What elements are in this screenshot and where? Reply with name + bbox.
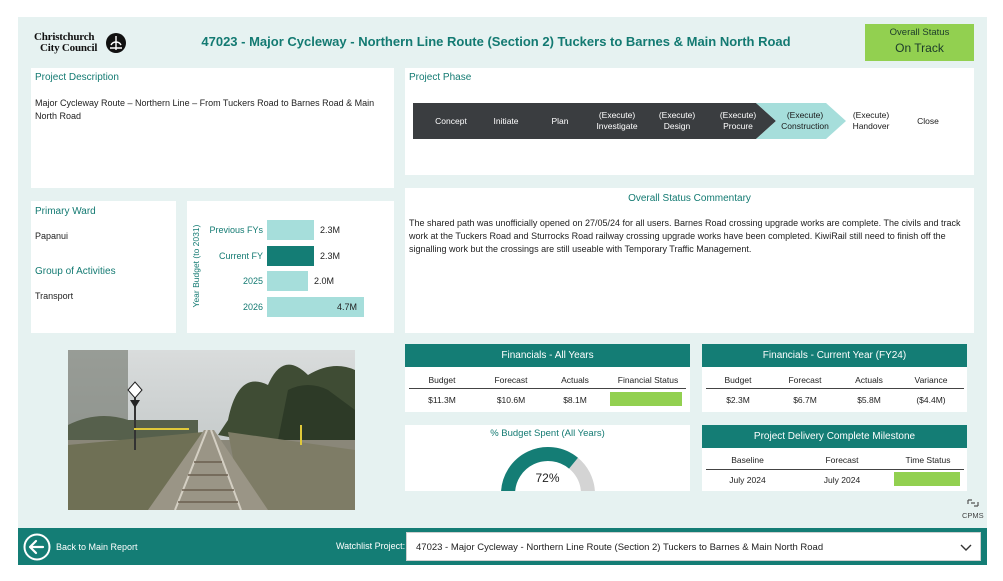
bar-value-label: 4.7M <box>337 302 358 312</box>
bar-label: 2026 <box>242 302 263 312</box>
phase-initiate <box>480 103 532 139</box>
fin-cur-variance: ($4.4M) <box>916 395 946 405</box>
watchlist-project-value: 47023 - Major Cycleway - Northern Line Route (Section 2) Tuckers to Barnes & Main North Road <box>416 542 824 553</box>
budget-chart-ylabel: Year Budget (to 2031) <box>191 224 201 308</box>
council-logo <box>34 31 129 56</box>
fin-cur-forecast: $6.7M <box>793 395 817 405</box>
link-icon <box>966 497 980 509</box>
overall-status-badge <box>865 24 974 61</box>
phase-close-label: Close <box>917 115 939 126</box>
bar-label: Current FY <box>218 251 263 261</box>
railway-photo <box>68 350 355 510</box>
fin-all-header-budget: Budget <box>428 375 456 385</box>
phase-design <box>649 103 705 139</box>
fin-cur-divider <box>706 388 964 389</box>
primary-ward-value: Papanui <box>35 231 69 241</box>
cpms-link[interactable] <box>962 497 984 523</box>
phase-procure-label2: Procure <box>723 121 753 131</box>
financials-current-title: Financials - Current Year (FY24) <box>702 344 967 367</box>
project-phase-title: Project Phase <box>409 72 472 83</box>
phase-handover-label1: (Execute) <box>852 110 890 120</box>
chevron-down-icon <box>960 544 972 552</box>
phase-procure-label1: (Execute) <box>719 110 757 120</box>
budget-spent-title: % Budget Spent (All Years) <box>490 428 605 439</box>
phase-handover <box>843 103 899 139</box>
bar-label: Previous FYs <box>209 225 263 235</box>
phase-handover-label2: Handover <box>852 121 890 131</box>
logo-line2: City Council <box>40 42 98 54</box>
budget-bar <box>267 220 314 240</box>
milestone-divider <box>706 469 964 470</box>
logo-line1: Christchurch <box>34 31 95 43</box>
milestone-header-time-status: Time Status <box>905 455 951 465</box>
fin-cur-header-actuals: Actuals <box>855 375 883 385</box>
budget-bar <box>267 246 314 266</box>
project-description-panel <box>31 68 394 188</box>
logo-mark-icon <box>106 33 126 53</box>
milestone-forecast: July 2024 <box>823 475 861 485</box>
phase-concept-label: Concept <box>435 115 467 126</box>
budget-chart-panel <box>187 201 394 333</box>
financial-status-indicator <box>610 392 682 406</box>
phase-design-label1: (Execute) <box>658 110 696 120</box>
group-of-activities-title: Group of Activities <box>35 266 116 277</box>
commentary-panel <box>405 188 974 333</box>
fin-cur-actuals: $5.8M <box>857 395 881 405</box>
primary-ward-title: Primary Ward <box>35 206 96 217</box>
budget-bars <box>187 201 394 333</box>
phase-construction-label1: (Execute) <box>786 110 824 120</box>
fin-cur-budget: $2.3M <box>726 395 750 405</box>
milestone-title: Project Delivery Complete Milestone <box>702 425 967 448</box>
milestone-table <box>702 450 967 490</box>
phase-close <box>903 103 953 139</box>
phase-concept <box>425 103 477 139</box>
commentary-text: The shared path was unofficially opened on 27/05/24 for all users. Barnes Road crossing upgrade works are complete. The civils and track work at the Tuckers Road and Sturrocks Road railway crossing upgrade works have been completed. KiwiRail still need to finish off the signalling work but the crossings are still useable with Temporary Traffic Management. <box>409 218 961 254</box>
budget-spent-value: 72% <box>535 471 560 485</box>
overall-status-label: Overall Status <box>889 27 950 38</box>
milestone-header-baseline: Baseline <box>731 455 764 465</box>
page-title: 47023 - Major Cycleway - Northern Line Route (Section 2) Tuckers to Barnes & Main North Road <box>201 34 791 49</box>
back-arrow-icon <box>22 532 52 562</box>
fin-all-header-status: Financial Status <box>617 375 679 385</box>
phase-investigate-label1: (Execute) <box>598 110 636 120</box>
phase-design-label2: Design <box>663 121 691 131</box>
fin-all-forecast: $10.6M <box>496 395 526 405</box>
budget-bar <box>267 271 308 291</box>
fin-all-header-actuals: Actuals <box>561 375 589 385</box>
phase-investigate <box>589 103 645 139</box>
phase-procure <box>710 103 766 139</box>
fin-cur-header-variance: Variance <box>914 375 948 385</box>
cpms-label: CPMS <box>962 511 984 520</box>
phase-investigate-label2: Investigate <box>596 121 638 131</box>
phase-initiate-label: Initiate <box>493 115 519 126</box>
watchlist-label: Watchlist Project: <box>336 541 406 551</box>
phase-plan-label: Plan <box>551 115 569 126</box>
fin-all-actuals: $8.1M <box>563 395 587 405</box>
milestone-header-forecast: Forecast <box>825 455 859 465</box>
fin-cur-header-budget: Budget <box>724 375 752 385</box>
back-to-main-button[interactable] <box>22 532 152 562</box>
bar-value-label: 2.3M <box>320 251 341 261</box>
fin-all-budget: $11.3M <box>428 395 456 405</box>
group-of-activities-value: Transport <box>35 291 74 301</box>
project-description-text: Major Cycleway Route – Northern Line – From Tuckers Road to Barnes Road & Main North Road <box>35 98 375 121</box>
overall-status-value: On Track <box>895 41 944 55</box>
financials-current-table <box>702 370 967 410</box>
time-status-indicator <box>894 472 960 486</box>
bar-label: 2025 <box>242 276 263 286</box>
budget-spent-panel <box>405 425 690 491</box>
footer-bar <box>18 528 987 565</box>
financials-all-table <box>405 370 690 410</box>
fin-all-divider <box>409 388 686 389</box>
fin-all-header-forecast: Forecast <box>494 375 528 385</box>
milestone-baseline: July 2024 <box>729 475 766 485</box>
financials-all-title: Financials - All Years <box>405 344 690 367</box>
fin-cur-header-forecast: Forecast <box>788 375 822 385</box>
phase-construction-label2: Construction <box>781 121 829 131</box>
bar-value-label: 2.0M <box>314 276 335 286</box>
phase-plan <box>535 103 585 139</box>
bar-value-label: 2.3M <box>320 225 341 235</box>
phase-construction <box>773 103 837 139</box>
watchlist-project-select[interactable] <box>406 532 981 561</box>
ward-panel <box>31 201 176 333</box>
commentary-title: Overall Status Commentary <box>628 193 751 204</box>
back-to-main-label: Back to Main Report <box>56 542 138 552</box>
project-description-title: Project Description <box>35 72 119 83</box>
